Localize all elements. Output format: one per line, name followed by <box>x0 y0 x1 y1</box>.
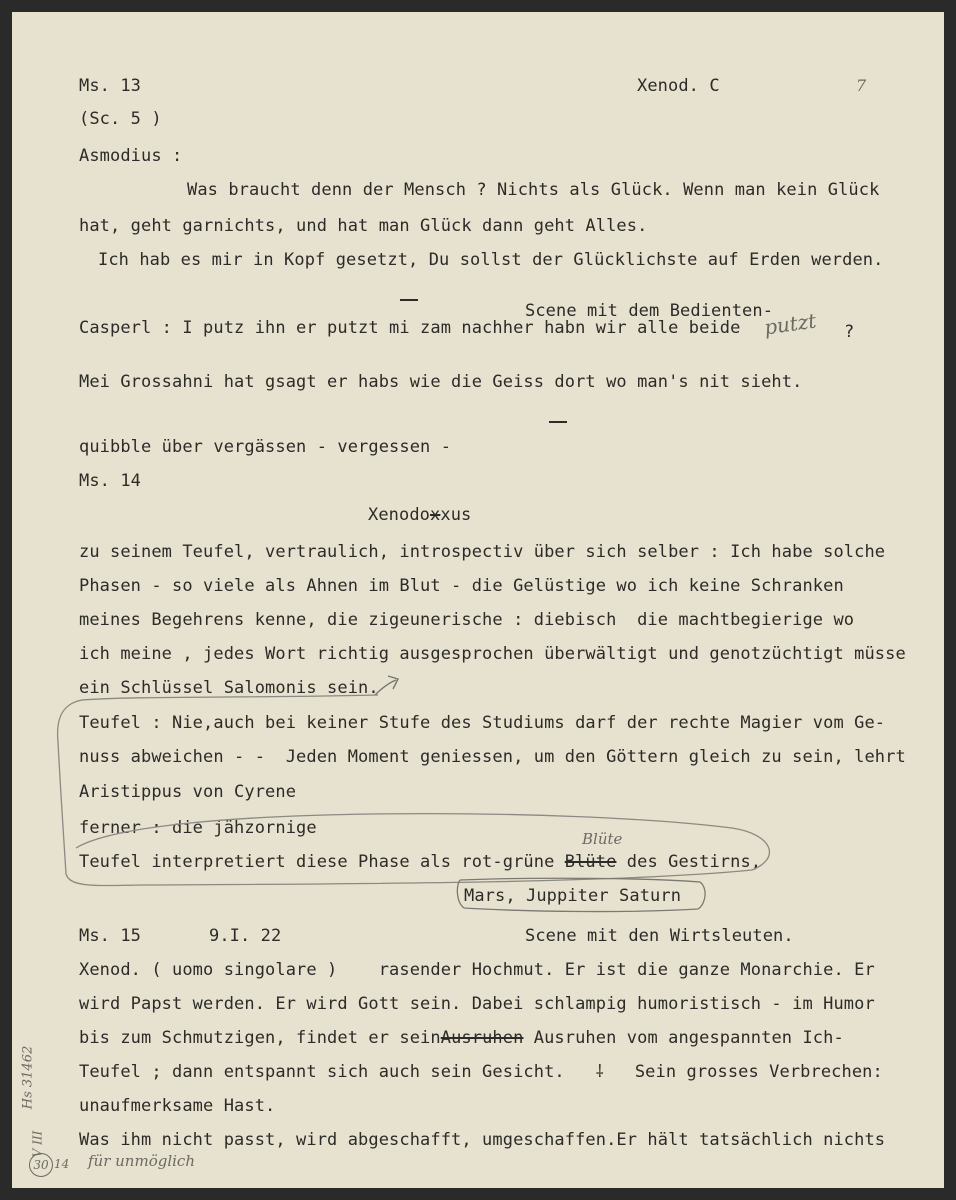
page-number-mark: 7 <box>856 76 867 95</box>
ms15-line-4: Teufel ; dann entspannt sich auch sein Gesicht. ⸸ Sein grosses Verbrechen: <box>79 1062 883 1082</box>
ms-15-date: 9.I. 22 <box>209 926 282 946</box>
handwritten-putzt: putzt <box>762 308 818 340</box>
teufel-line-2: Phasen - so viele als Ahnen im Blut - die Gelüstige wo ich keine Schranken <box>79 576 844 596</box>
ms15-line-6: Was ihm nicht passt, wird abgeschafft, umgeschaffen.Er hält tatsächlich nichts <box>79 1130 886 1150</box>
folio-mark: V III <box>30 1130 45 1158</box>
asmodius-line-3: Ich hab es mir in Kopf gesetzt, Du sollst der Glücklichste auf Erden werden. <box>98 250 884 270</box>
ms-14-label: Ms. 14 <box>79 471 142 491</box>
xenodoxus-title <box>368 505 471 525</box>
boxed-line-4: ferner : die jähzornige <box>79 818 317 838</box>
ms15-line-5: unaufmerksame Hast. <box>79 1096 276 1116</box>
teufel-interpret-line <box>79 852 761 872</box>
interpret-line-end: des Gestirns, <box>616 852 762 872</box>
xenodoxus-title-end: xus <box>440 505 472 525</box>
xenodoxus-title-start: Xenodo <box>368 505 431 525</box>
boxed-line-1: Teufel : Nie,auch bei keiner Stufe des Studiums darf der rechte Magier vom Ge- <box>79 713 886 733</box>
xenodoxus-struck-letter: x <box>430 505 441 525</box>
ms-13-label: Ms. 13 <box>79 76 142 96</box>
teufel-line-4: ich meine , jedes Wort richtig ausgesprochen überwältigt und genotzüchtigt müsse <box>79 644 906 664</box>
asmodius-line-2: hat, geht garnichts, und hat man Glück dann geht Alles. <box>79 216 648 236</box>
separator-dash-2 <box>549 421 567 423</box>
teufel-line-3: meines Begehrens kenne, die zigeunerische : diebisch die machtbegierige wo <box>79 610 855 630</box>
scene-label: (Sc. 5 ) <box>79 109 162 129</box>
struck-ausruhen: Ausruhen <box>440 1028 524 1048</box>
ms15-line-3 <box>79 1028 844 1048</box>
asmodius-line-1: Was braucht denn der Mensch ? Nichts als Glück. Wenn man kein Glück <box>187 180 880 200</box>
teufel-line-1: zu seinem Teufel, vertraulich, introspectiv über sich selber : Ich habe solche <box>79 542 886 562</box>
ms15-line-3-start: bis zum Schmutzigen, findet er sein <box>79 1028 441 1048</box>
archive-number-stamp: Hs 31462 <box>20 1045 36 1110</box>
scene-wirtsleuten: Scene mit den Wirtsleuten. <box>525 926 794 946</box>
xenod-c-label: Xenod. C <box>637 76 720 96</box>
separator-dash <box>400 299 418 301</box>
speaker-asmodius: Asmodius : <box>79 146 183 166</box>
ms15-line-3-end: Ausruhen vom angespannten Ich- <box>523 1028 844 1048</box>
teufel-line-5: ein Schlüssel Salomonis sein. <box>79 678 379 698</box>
circled-number <box>29 1153 53 1177</box>
boxed-line-2: nuss abweichen - - Jeden Moment geniessen, um den Göttern gleich zu sein, lehrt <box>79 747 906 767</box>
planets-line: Mars, Juppiter Saturn <box>464 886 682 906</box>
struck-bluete: Blüte <box>564 852 617 872</box>
handwritten-fuer-unmoeglich: für unmöglich <box>88 1152 195 1170</box>
casperl-line-2: Mei Grossahni hat gsagt er habs wie die Geiss dort wo man's nit sieht. <box>79 372 803 392</box>
ms15-line-1: Xenod. ( uomo singolare ) rasender Hochmut. Er ist die ganze Monarchie. Er <box>79 960 875 980</box>
document-page <box>12 12 944 1188</box>
circled-number-text: 30 <box>33 1158 49 1172</box>
ms-15-label: Ms. 15 <box>79 926 142 946</box>
ms15-line-2: wird Papst werden. Er wird Gott sein. Dabei schlampig humoristisch - im Humor <box>79 994 875 1014</box>
scene-note-bedienten: Scene mit dem Bedienten- <box>525 301 774 321</box>
quibble-line: quibble über vergässen - vergessen - <box>79 437 452 457</box>
interpret-line-start: Teufel interpretiert diese Phase als rot-grüne <box>79 852 565 872</box>
handwritten-bluete: Blüte <box>582 830 623 848</box>
casperl-question-mark: ? <box>844 322 855 342</box>
boxed-line-3: Aristippus von Cyrene <box>79 782 297 802</box>
pencil-arrow-head <box>388 676 398 689</box>
page-number-margin: 14 <box>54 1157 70 1171</box>
casperl-line: Casperl : I putz ihn er putzt mi zam nachher habn wir alle beide <box>79 318 741 338</box>
